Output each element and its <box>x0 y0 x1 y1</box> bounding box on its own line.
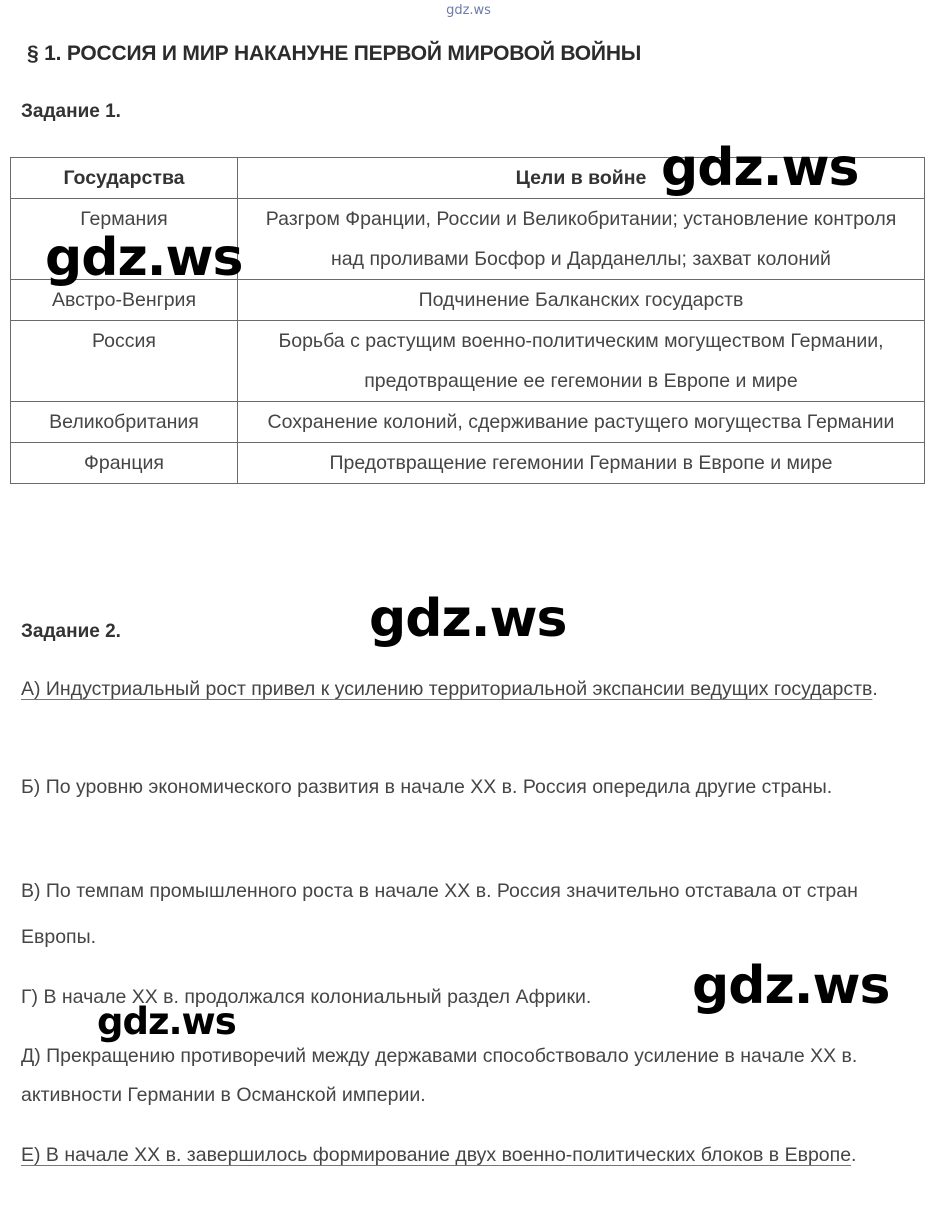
state-cell: Франция <box>11 443 238 484</box>
answer-text: Б) По уровню экономического развития в начале XX в. Россия опередила другие страны. <box>21 776 833 798</box>
table-row <box>11 402 925 443</box>
answer-text-underlined: А) Индустриальный рост привел к усилению территориальной экспансии ведущих государств <box>21 678 873 700</box>
state-cell: Австро-Венгрия <box>11 280 238 321</box>
watermark: gdz.ws <box>45 228 243 288</box>
answer-text-underlined: Е) В начале XX в. завершилось формирование двух военно-политических блоков в Европе <box>21 1144 852 1166</box>
state-cell: Великобритания <box>11 402 238 443</box>
source-mark: gdz.ws <box>446 3 491 18</box>
goals-cell: Борьба с растущим военно-политическим могуществом Германии, предотвращение ее гегемонии в Европе и мире <box>238 321 925 402</box>
answer-tail: . <box>872 678 878 700</box>
page-title: § 1. РОССИЯ И МИР НАКАНУНЕ ПЕРВОЙ МИРОВОЙ ВОЙНЫ <box>27 42 642 65</box>
watermark: gdz.ws <box>97 1000 236 1043</box>
task-1-label: Задание 1. <box>21 101 121 122</box>
goals-cell: Подчинение Балканских государств <box>238 280 925 321</box>
answer-text: В) По темпам промышленного роста в начале XX в. Россия значительно отставала от стран Европы. <box>21 880 858 948</box>
table-row <box>11 321 925 402</box>
header-goals: Цели в войне <box>238 158 925 199</box>
answer-text: Д) Прекращению противоречий между державами способствовало усиление в начале XX в. активности Германии в Османской империи. <box>21 1045 858 1106</box>
goals-cell: Сохранение колоний, сдерживание растущего могущества Германии <box>238 402 925 443</box>
answer-item <box>21 868 911 960</box>
watermark: gdz.ws <box>369 589 567 649</box>
state-cell: Россия <box>11 321 238 402</box>
answer-tail: . <box>851 1144 857 1166</box>
goals-cell: Разгром Франции, России и Великобритании; установление контроля над проливами Босфор и Дарданеллы; захват колоний <box>238 199 925 280</box>
header-states: Государства <box>11 158 238 199</box>
state-cell: Германия <box>11 199 238 280</box>
answer-item <box>21 670 878 709</box>
task-2-label: Задание 2. <box>21 621 121 642</box>
goals-cell: Предотвращение гегемонии Германии в Европе и мире <box>238 443 925 484</box>
war-goals-table <box>10 157 925 484</box>
answer-item <box>21 768 832 807</box>
answer-item <box>21 1136 856 1175</box>
watermark: gdz.ws <box>661 138 859 198</box>
watermark: gdz.ws <box>692 956 890 1016</box>
answer-item <box>21 1037 911 1115</box>
answer-text: Г) В начале XX в. продолжался колониальный раздел Африки. <box>21 986 592 1008</box>
table-row <box>11 443 925 484</box>
